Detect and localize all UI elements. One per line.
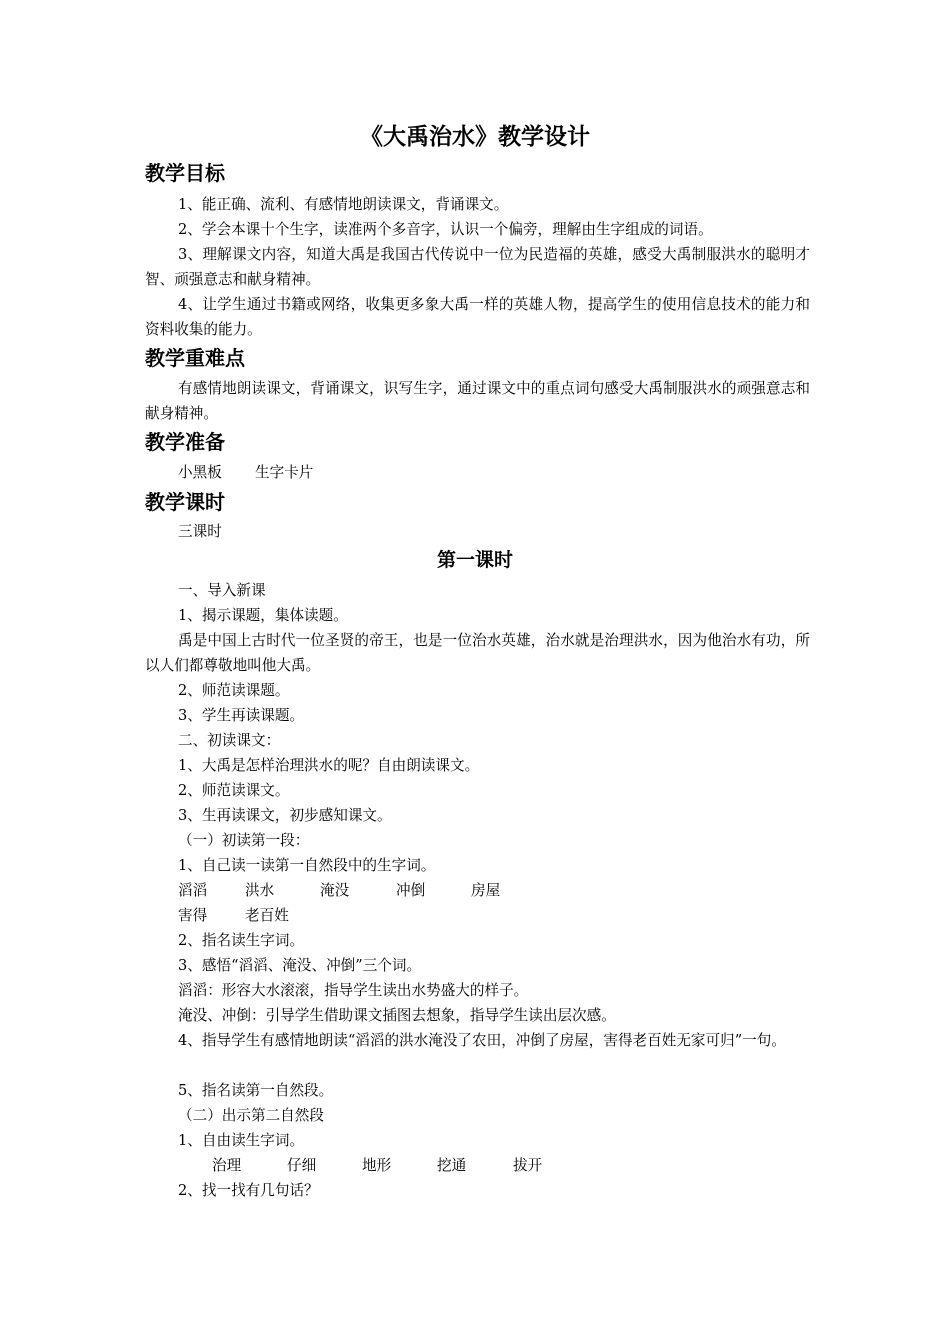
vocab-word: 老百姓 [245, 907, 289, 924]
objective-item: 4、让学生通过书籍或网络，收集更多象大禹一样的英雄人物，提高学生的使用信息技术的能力和资料收集的能力。 [145, 296, 810, 338]
objective-item: 2、学会本课十个生字，读准两个多音字，认识一个偏旁，理解由生字组成的词语。 [178, 221, 713, 238]
lesson-line: 禹是中国上古时代一位圣贤的帝王，也是一位治水英雄，治水就是治理洪水，因为他治水有功，所以人们都尊敬地叫他大禹。 [145, 632, 810, 674]
lesson-line: 2、找一找有几句话？ [178, 1182, 319, 1199]
lesson-line: 滔滔：形容大水滚滚，指导学生读出水势盛大的样子。 [178, 982, 529, 999]
lesson-line: 1、自由读生字词。 [178, 1132, 305, 1149]
vocab-word: 仔细 [287, 1157, 317, 1174]
lesson-line: 1、自己读一读第一自然段中的生字词。 [178, 857, 436, 874]
objective-item: 3、理解课文内容，知道大禹是我国古代传说中一位为民造福的英雄，感受大禹制服洪水的聪明才智、顽强意志和献身精神。 [145, 246, 810, 288]
periods-text: 三课时 [178, 523, 222, 540]
lesson-line: 2、指名读生字词。 [178, 932, 305, 949]
lesson-line: 1、揭示课题，集体读题。 [178, 607, 348, 624]
key-points-text: 有感情地朗读课文，背诵课文，识写生字，通过课文中的重点词句感受大禹制服洪水的顽强意志和献身精神。 [145, 380, 810, 422]
periods-heading: 教学课时 [145, 490, 225, 514]
lesson1-heading: 第一课时 [436, 549, 513, 571]
preparation-heading: 教学准备 [145, 430, 225, 454]
lesson-line: 淹没、冲倒：引导学生借助课文插图去想象，指导学生读出层次感。 [178, 1007, 616, 1024]
lesson-line: 二、初读课文： [178, 732, 281, 749]
lesson-line: 4、指导学生有感情地朗读“滔滔的洪水淹没了农田，冲倒了房屋，害得老百姓无家可归”一句。 [178, 1032, 786, 1049]
lesson-line: 3、感悟“滔滔、淹没、冲倒”三个词。 [178, 957, 422, 974]
document-title: 《大禹治水》教学设计 [360, 124, 590, 150]
lesson-line: 1、大禹是怎样治理洪水的呢？自由朗读课文。 [178, 757, 480, 774]
vocab-word: 房屋 [471, 882, 501, 899]
lesson-line: 2、师范读课题。 [178, 682, 290, 699]
vocab-word: 害得 [178, 907, 208, 924]
vocab-word: 拔开 [513, 1157, 543, 1174]
vocab-word: 冲倒 [396, 882, 426, 899]
objectives-heading: 教学目标 [145, 161, 225, 185]
preparation-item: 生字卡片 [255, 464, 314, 481]
vocab-word: 洪水 [245, 882, 275, 899]
lesson-line: 5、指名读第一自然段。 [178, 1082, 334, 1099]
vocab-word: 挖通 [437, 1157, 467, 1174]
preparation-item: 小黑板 [178, 464, 222, 481]
objective-item: 1、能正确、流利、有感情地朗读课文，背诵课文。 [178, 196, 509, 213]
lesson-line: 2、师范读课文。 [178, 782, 290, 799]
lesson-line: （二）出示第二自然段 [178, 1107, 324, 1124]
lesson-line: （一）初读第一段： [178, 832, 310, 849]
vocab-word: 地形 [362, 1157, 392, 1174]
lesson-line: 3、生再读课文，初步感知课文。 [178, 807, 392, 824]
vocab-word: 治理 [212, 1157, 242, 1174]
vocab-word: 淹没 [320, 882, 350, 899]
lesson-line: 3、学生再读课题。 [178, 707, 305, 724]
lesson-line: 一、导入新课 [178, 582, 266, 599]
vocab-word: 滔滔 [178, 882, 208, 899]
key-points-heading: 教学重难点 [145, 346, 245, 370]
